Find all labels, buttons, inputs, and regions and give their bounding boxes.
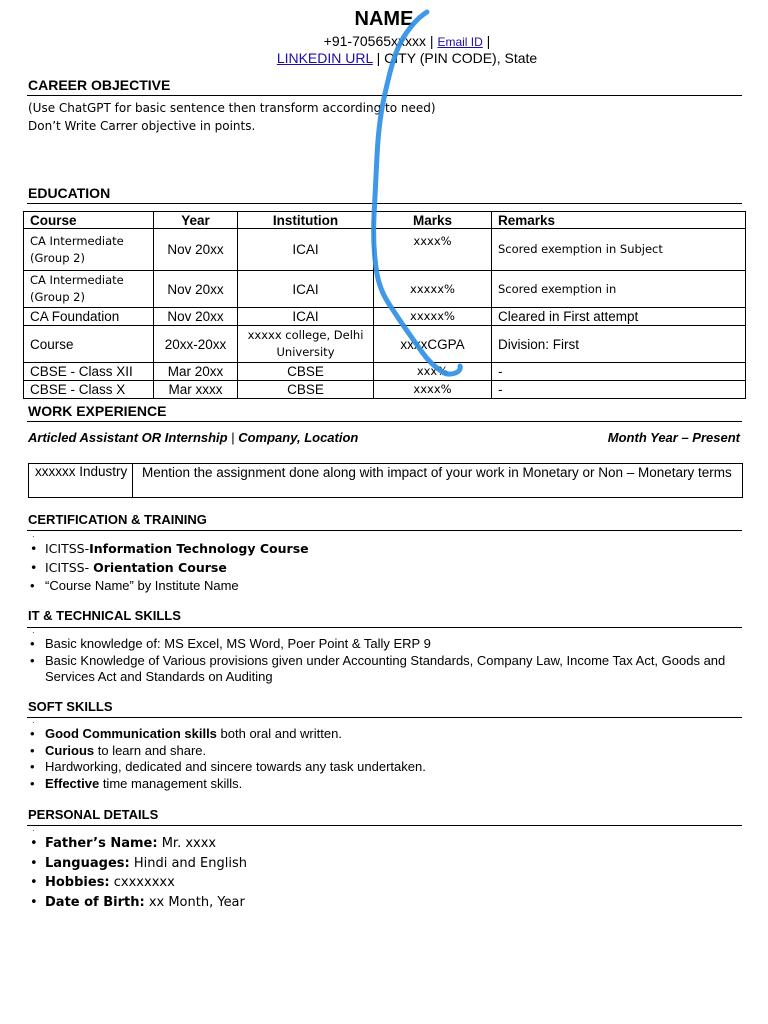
item-bold: Father’s Name: [45, 836, 158, 851]
item-prefix: ICITSS- [45, 559, 94, 575]
table-cell: xxxxCGPA [374, 326, 492, 363]
table-cell: CA Foundation [24, 308, 154, 326]
column-header: Institution [238, 212, 374, 229]
table-header-row [24, 212, 746, 229]
table-row [24, 271, 746, 308]
contact-line-1 [0, 33, 768, 49]
personal-details-list [28, 834, 247, 912]
table-cell: xxx% [374, 363, 492, 381]
item-bold: Effective [45, 775, 100, 791]
section-divider [27, 421, 742, 422]
item-bold: Information Technology Course [89, 541, 309, 556]
table-cell: ICAI [238, 271, 374, 308]
section-divider [27, 627, 742, 628]
section-divider [27, 825, 742, 826]
certification-list [28, 541, 309, 595]
industry-cell: xxxxxx Industry [29, 464, 133, 497]
table-cell: Division: First [492, 326, 746, 363]
company-location: Company, Location [238, 430, 359, 445]
list-item [28, 578, 309, 595]
linkedin-link[interactable]: LINKEDIN URL [276, 50, 373, 66]
phone-number: +91-70565xxxxx | [323, 33, 434, 49]
stray-mark: · [32, 718, 35, 727]
table-cell: Scored exemption in [492, 271, 746, 308]
list-item [28, 759, 426, 776]
candidate-name: NAME [354, 8, 414, 30]
email-link[interactable]: Email ID [437, 35, 483, 49]
table-cell: CBSE - Class X [24, 381, 154, 399]
soft-skills-list [28, 726, 426, 792]
it-skills-heading: IT & TECHNICAL SKILLS [28, 608, 181, 623]
assignment-description: Mention the assignment done along with impact of your work in Monetary or Non – Monetary terms [142, 465, 732, 480]
list-item [28, 743, 426, 760]
item-rest: time management skills. [99, 775, 243, 791]
table-cell: Course [24, 326, 154, 363]
item-rest: both oral and written. [216, 726, 342, 741]
it-skills-list [28, 636, 744, 686]
table-row [24, 363, 746, 381]
list-item [28, 834, 247, 854]
item-bold: Hobbies: [45, 875, 110, 890]
table-row [24, 229, 746, 271]
city-text: | CITY (PIN CODE), State [372, 50, 538, 66]
section-divider [27, 203, 742, 204]
section-divider [27, 530, 742, 531]
item-rest: to learn and share. [94, 742, 207, 758]
item-bold: Good Communication skills [45, 726, 217, 741]
career-objective-heading: CAREER OBJECTIVE [28, 77, 171, 93]
list-item: • Basic Knowledge of Various provisions given under Accounting Standards, Company Law, Income Tax Act, Goods and Services Act and Standards on Auditing [28, 653, 744, 686]
contact-separator: | [482, 33, 491, 49]
item-bold: Orientation Course [93, 559, 227, 575]
list-item [28, 893, 247, 913]
table-cell: CA Intermediate (Group 2) [24, 271, 154, 308]
item-bold: Curious [45, 742, 95, 758]
table-cell: Nov 20xx [154, 271, 238, 308]
table-cell: Nov 20xx [154, 308, 238, 326]
table-row [24, 308, 746, 326]
item-rest: Hardworking, dedicated and sincere towards any task undertaken. [45, 759, 426, 774]
list-item [28, 776, 426, 793]
contact-line-2 [0, 50, 768, 66]
section-divider [27, 717, 742, 718]
soft-skills-heading: SOFT SKILLS [28, 699, 113, 714]
work-details-box [28, 463, 743, 498]
table-cell: - [492, 381, 746, 399]
item-rest: xx Month, Year [144, 894, 245, 910]
certification-heading: CERTIFICATION & TRAINING [28, 512, 207, 527]
table-row [24, 326, 746, 363]
objective-line: (Use ChatGPT for basic sentence then transform according to need) [28, 101, 436, 115]
item-prefix: “Course Name” by Institute Name [45, 578, 239, 593]
personal-details-heading: PERSONAL DETAILS [28, 807, 159, 822]
table-cell: Mar xxxx [154, 381, 238, 399]
list-item: • Basic knowledge of: MS Excel, MS Word, Poer Point & Tally ERP 9 [28, 636, 744, 653]
item-rest: cxxxxxxx [109, 875, 175, 890]
table-cell: CBSE [238, 381, 374, 399]
table-cell: xxxxx% [374, 271, 492, 308]
table-cell: - [492, 363, 746, 381]
education-table [23, 211, 746, 399]
objective-line: Don’t Write Carrer objective in points. [28, 119, 256, 133]
list-item [28, 541, 309, 558]
column-header: Year [154, 212, 238, 229]
table-cell: ICAI [238, 308, 374, 326]
item-bold: Date of Birth: [45, 894, 145, 910]
table-cell: Mar 20xx [154, 363, 238, 381]
table-cell: CBSE [238, 363, 374, 381]
column-header: Remarks [492, 212, 746, 229]
list-item [28, 873, 247, 893]
table-cell: xxxx% [374, 229, 492, 271]
table-cell: xxxxx college, Delhi University [238, 326, 374, 363]
table-cell: xxxx% [374, 381, 492, 399]
section-divider [27, 95, 742, 96]
education-heading: EDUCATION [28, 185, 111, 201]
work-role [28, 430, 358, 445]
table-cell: CA Intermediate (Group 2) [24, 229, 154, 271]
work-date: Month Year – Present [607, 430, 740, 445]
table-cell: Scored exemption in Subject [492, 229, 746, 271]
table-cell: Nov 20xx [154, 229, 238, 271]
item-rest: Hindi and English [129, 855, 247, 871]
stray-mark: · [32, 532, 35, 541]
stray-mark: · [32, 628, 35, 637]
list-item [28, 854, 247, 874]
item-prefix: ICITSS- [45, 541, 90, 556]
column-header: Course [24, 212, 154, 229]
column-header: Marks [374, 212, 492, 229]
list-item [28, 726, 426, 743]
item-bold: Languages: [45, 855, 130, 871]
table-row [24, 381, 746, 399]
role-title: Articled Assistant OR Internship [28, 430, 228, 445]
table-cell: CBSE - Class XII [24, 363, 154, 381]
stray-mark: · [32, 826, 35, 835]
table-cell: ICAI [238, 229, 374, 271]
table-cell: xxxxx% [374, 308, 492, 326]
work-experience-heading: WORK EXPERIENCE [28, 403, 167, 419]
table-cell: 20xx-20xx [154, 326, 238, 363]
role-separator: | [227, 430, 239, 445]
list-item [28, 560, 309, 577]
table-cell: Cleared in First attempt [492, 308, 746, 326]
career-objective-text [28, 99, 436, 135]
item-rest: Mr. xxxx [157, 836, 217, 851]
